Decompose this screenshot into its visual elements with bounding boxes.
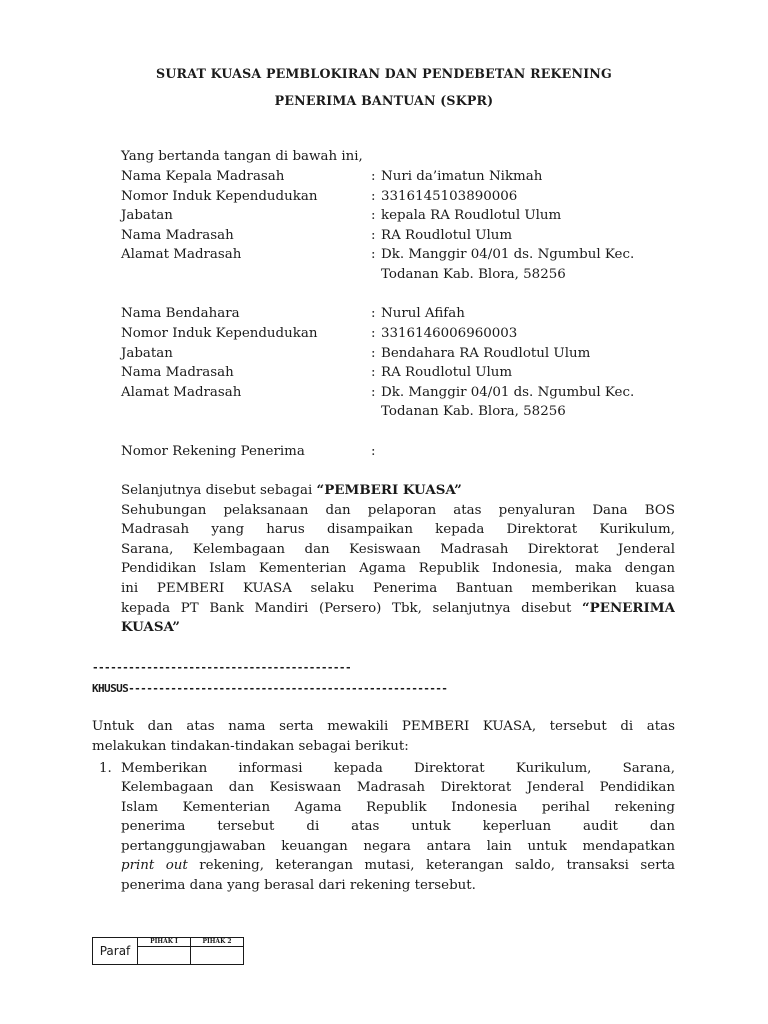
pemberi-kuasa-line <box>121 481 462 501</box>
paragraph-line: Untuk dan atas nama serta mewakili PEMBERI KUASA, tersebut di atas <box>92 719 675 734</box>
field-value: Nuri da’imatun Nikmah <box>381 169 543 184</box>
field-colon: : <box>371 189 376 204</box>
paragraph-line: melakukan tindakan-tindakan sebagai berikut: <box>92 739 409 754</box>
pihak2-header: PIHAK 2 <box>191 938 244 947</box>
field-colon: : <box>371 346 376 361</box>
field-colon: : <box>371 228 376 243</box>
paragraph-line: ini PEMBERI KUASA selaku Penerima Bantuan memberikan kuasa <box>121 581 675 596</box>
list-item-line: penerima tersebut di atas untuk keperluan audit dan <box>121 819 675 834</box>
rekening-label: Nomor Rekening Penerima <box>121 444 305 459</box>
field-value: Nurul Afifah <box>381 306 465 321</box>
print-out-term: print out <box>121 858 188 873</box>
list-item-text: rekening, keterangan mutasi, keterangan saldo, transaksi serta <box>187 858 675 873</box>
intro-text: Yang bertanda tangan di bawah ini, <box>121 149 363 164</box>
field-colon: : <box>371 326 376 341</box>
list-item-line: Kelembagaan dan Kesiswaan Madrasah Direktorat Jenderal Pendidikan <box>121 780 675 795</box>
pihak1-header: PIHAK I <box>138 938 191 947</box>
list-item-line: pertanggungjawaban keuangan negara antara lain untuk mendapatkan <box>121 839 675 854</box>
paragraph-line <box>121 618 180 638</box>
field-label: Nomor Induk Kependudukan <box>121 189 318 204</box>
document-title-line2: PENERIMA BANTUAN (SKPR) <box>274 93 494 108</box>
list-item-line: penerima dana yang berasal dari rekening tersebut. <box>121 878 476 893</box>
paragraph-line: Madrasah yang harus disampaikan kepada Direktorat Kurikulum, <box>121 522 675 537</box>
paragraph-line: Pendidikan Islam Kementerian Agama Republik Indonesia, maka dengan <box>121 561 675 576</box>
field-label: Alamat Madrasah <box>121 385 242 400</box>
field-label: Alamat Madrasah <box>121 247 242 262</box>
field-colon: : <box>371 365 376 380</box>
pihak1-signature-cell[interactable] <box>138 947 191 965</box>
field-colon: : <box>371 306 376 321</box>
field-colon: : <box>371 169 376 184</box>
field-value: Dk. Manggir 04/01 ds. Ngumbul Kec. <box>381 385 635 400</box>
paragraph-line <box>121 599 675 619</box>
paragraph-line: Sehubungan pelaksanaan dan pelaporan atas penyaluran Dana BOS <box>121 503 675 518</box>
field-value: kepala RA Roudlotul Ulum <box>381 208 562 223</box>
field-label: Nama Kepala Madrasah <box>121 169 285 184</box>
khusus-text: KHUSUS----------------------------------------------------- <box>92 682 448 695</box>
pemberi-kuasa-term: “PEMBERI KUASA” <box>316 482 462 498</box>
field-value: 3316145103890006 <box>381 189 518 204</box>
penerima-kuasa-term: “PENERIMA <box>581 600 675 616</box>
penerima-kuasa-term-end: KUASA” <box>121 619 180 635</box>
paragraph-line: Sarana, Kelembagaan dan Kesiswaan Madrasah Direktorat Jenderal <box>121 542 675 557</box>
list-item-line: Memberikan informasi kepada Direktorat Kurikulum, Sarana, <box>121 761 675 776</box>
field-value: 3316146006960003 <box>381 326 518 341</box>
field-colon: : <box>371 444 376 459</box>
paragraph-text: kepada PT Bank Mandiri (Persero) Tbk, selanjutnya disebut <box>121 601 582 616</box>
field-label: Nomor Induk Kependudukan <box>121 326 318 341</box>
document-title-line1: SURAT KUASA PEMBLOKIRAN DAN PENDEBETAN REKENING <box>156 66 612 81</box>
list-item-line <box>121 856 675 876</box>
field-label: Nama Bendahara <box>121 306 240 321</box>
field-value: Todanan Kab. Blora, 58256 <box>381 404 566 419</box>
field-value: RA Roudlotul Ulum <box>381 228 513 243</box>
pemberi-kuasa-prefix: Selanjutnya disebut sebagai <box>121 483 317 498</box>
field-label: Nama Madrasah <box>121 228 234 243</box>
field-value: Todanan Kab. Blora, 58256 <box>381 267 566 282</box>
field-label: Jabatan <box>121 208 173 223</box>
field-colon: : <box>371 385 376 400</box>
khusus-heading <box>92 680 447 696</box>
field-value: RA Roudlotul Ulum <box>381 365 513 380</box>
field-value: Bendahara RA Roudlotul Ulum <box>381 346 591 361</box>
field-value: Dk. Manggir 04/01 ds. Ngumbul Kec. <box>381 247 635 262</box>
field-colon: : <box>371 247 376 262</box>
list-item-number: 1. <box>99 761 112 776</box>
paraf-label: Paraf <box>93 938 138 965</box>
paraf-table <box>92 937 244 965</box>
pihak2-signature-cell[interactable] <box>191 947 244 965</box>
field-label: Jabatan <box>121 346 173 361</box>
field-label: Nama Madrasah <box>121 365 234 380</box>
field-colon: : <box>371 208 376 223</box>
list-item-line: Islam Kementerian Agama Republik Indonesia perihal rekening <box>121 800 675 815</box>
separator-dashes: ------------------------------------------- <box>92 661 351 674</box>
